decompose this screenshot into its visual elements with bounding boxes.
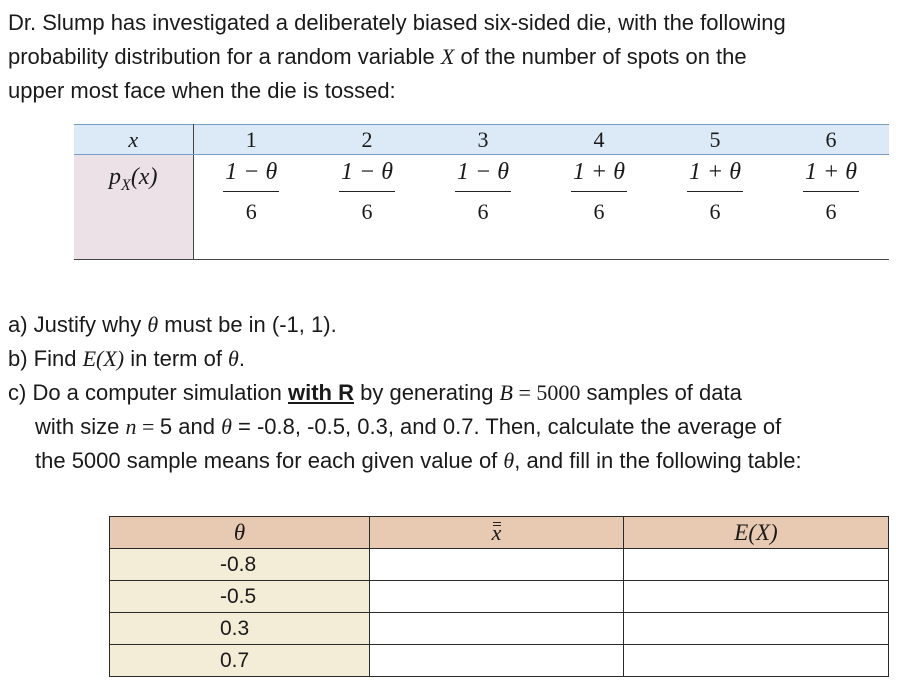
expectation-value-cell[interactable]	[624, 549, 889, 581]
question-b-text-post: .	[238, 346, 245, 371]
intro-line-2-text-b: of the number of spots on the	[454, 44, 747, 69]
x-value-3: 3	[425, 125, 541, 155]
probability-cell-4	[541, 155, 657, 260]
probability-denominator-3: 6	[477, 199, 489, 224]
intro-paragraph	[8, 6, 908, 108]
pmf-subscript: X	[121, 176, 131, 194]
probability-numerator-5: 1 + θ	[687, 157, 743, 192]
theta-column-header: θ	[110, 517, 370, 549]
intro-line-2	[8, 40, 908, 74]
intro-line-2-text-a: probability distribution for a random variable	[8, 44, 441, 69]
pmf-argument: (x)	[130, 164, 158, 190]
question-c3-text-pre: the 5000 sample means for each given value of	[35, 448, 504, 473]
random-variable-x: X	[440, 44, 455, 69]
x-value-6: 6	[773, 125, 889, 155]
probability-cell-1	[193, 155, 309, 260]
theta-value-cell: -0.8	[110, 549, 370, 581]
probability-numerator-1: 1 − θ	[223, 157, 279, 192]
question-a	[8, 308, 913, 342]
pmf-symbol: p	[109, 164, 122, 190]
question-b-text-pre: b) Find	[8, 346, 83, 371]
probability-numerator-4: 1 + θ	[571, 157, 627, 192]
question-c-B-symbol: B	[499, 380, 513, 405]
x-value-2: 2	[309, 125, 425, 155]
question-c2-text-post: = -0.8, -0.5, 0.3, and 0.7. Then, calculate the average of	[231, 414, 782, 439]
probability-cell-6	[773, 155, 889, 260]
x-value-5: 5	[657, 125, 773, 155]
question-c2-five: 5 and	[159, 414, 222, 439]
theta-value-cell: -0.5	[110, 581, 370, 613]
question-c2-n-symbol: n	[125, 414, 137, 439]
results-table	[109, 516, 889, 677]
question-c-line-1	[8, 376, 913, 410]
probability-numerator-2: 1 − θ	[339, 157, 395, 192]
probability-numerator-3: 1 − θ	[455, 157, 511, 192]
question-b-theta: θ	[228, 346, 239, 371]
xbar-value-cell[interactable]	[370, 645, 624, 677]
theta-value-cell: 0.7	[110, 645, 370, 677]
x-row-header: x	[74, 125, 193, 155]
table-row	[110, 645, 889, 677]
xbar-value-cell[interactable]	[370, 613, 624, 645]
question-c3-theta: θ	[503, 448, 515, 473]
intro-line-3: upper most face when the die is tossed:	[8, 78, 396, 103]
expectation-value-cell[interactable]	[624, 613, 889, 645]
expectation-column-header: E(X)	[624, 517, 889, 549]
xbar-value-cell[interactable]	[370, 549, 624, 581]
question-c3-text-post: , and fill in the following table:	[514, 448, 802, 473]
probability-denominator-4: 6	[593, 199, 605, 224]
question-b-text-mid: in term of	[124, 346, 229, 371]
probability-denominator-2: 6	[361, 199, 373, 224]
xbar-value-cell[interactable]	[370, 581, 624, 613]
question-c-B-value: = 5000	[513, 380, 581, 405]
probability-denominator-1: 6	[245, 199, 257, 224]
question-c-text-pre: c) Do a computer simulation	[8, 380, 288, 405]
table-row	[110, 549, 889, 581]
probability-numerator-6: 1 + θ	[803, 157, 859, 192]
x-value-4: 4	[541, 125, 657, 155]
distribution-header-row	[74, 125, 889, 155]
question-c-text-post: samples of data	[580, 380, 742, 405]
question-c-line-3	[8, 444, 913, 478]
xbar-symbol: x	[491, 520, 502, 545]
question-c2-theta: θ	[221, 414, 232, 439]
question-c-with-r: with R	[288, 380, 354, 405]
probability-cell-5	[657, 155, 773, 260]
probability-denominator-5: 6	[709, 199, 721, 224]
theta-value-cell: 0.3	[110, 613, 370, 645]
xbar-column-header	[370, 517, 624, 549]
table-row	[110, 581, 889, 613]
distribution-table	[74, 124, 889, 260]
results-header-row	[110, 517, 889, 549]
question-a-text-post: must be in (-1, 1).	[158, 312, 337, 337]
probability-cell-2	[309, 155, 425, 260]
question-c2-text-pre: with size	[35, 414, 126, 439]
question-c-text-mid: by generating	[354, 380, 500, 405]
question-c-line-2	[8, 410, 913, 444]
probability-cell-3	[425, 155, 541, 260]
question-b-expectation: E(X)	[82, 346, 125, 371]
question-a-text-pre: a) Justify why	[8, 312, 148, 337]
questions-block	[8, 308, 913, 478]
question-a-theta: θ	[147, 312, 159, 337]
expectation-value-cell[interactable]	[624, 581, 889, 613]
probability-denominator-6: 6	[825, 199, 837, 224]
question-c2-equals: =	[136, 414, 160, 439]
probability-row	[74, 155, 889, 260]
intro-line-1: Dr. Slump has investigated a deliberately biased six-sided die, with the following	[8, 10, 786, 35]
x-value-1: 1	[193, 125, 309, 155]
pmf-row-header	[74, 155, 193, 260]
question-b	[8, 342, 913, 376]
expectation-value-cell[interactable]	[624, 645, 889, 677]
table-row	[110, 613, 889, 645]
